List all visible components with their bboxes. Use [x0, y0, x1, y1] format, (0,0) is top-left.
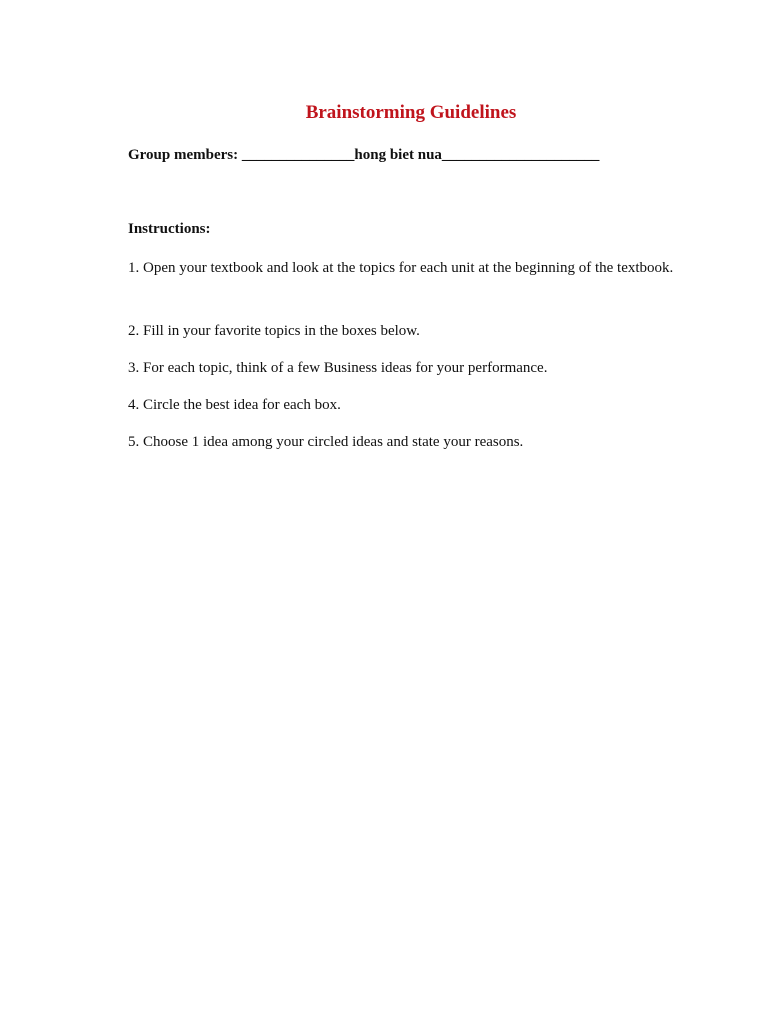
instruction-item-1: 1. Open your textbook and look at the topics for each unit at the beginning of the textbook. [128, 260, 674, 276]
group-members-value: _______________hong biet nua_____________________ [241, 147, 600, 163]
document-title: Brainstorming Guidelines [305, 102, 517, 123]
group-members-label: Group members: [128, 147, 239, 163]
instructions-heading: Instructions: [128, 221, 211, 237]
instruction-item-5: 5. Choose 1 idea among your circled ideas and state your reasons. [128, 434, 524, 450]
instruction-item-4: 4. Circle the best idea for each box. [128, 397, 341, 413]
group-members-line [128, 147, 599, 164]
instruction-item-2: 2. Fill in your favorite topics in the boxes below. [128, 323, 420, 339]
instruction-item-3: 3. For each topic, think of a few Business ideas for your performance. [128, 360, 548, 376]
